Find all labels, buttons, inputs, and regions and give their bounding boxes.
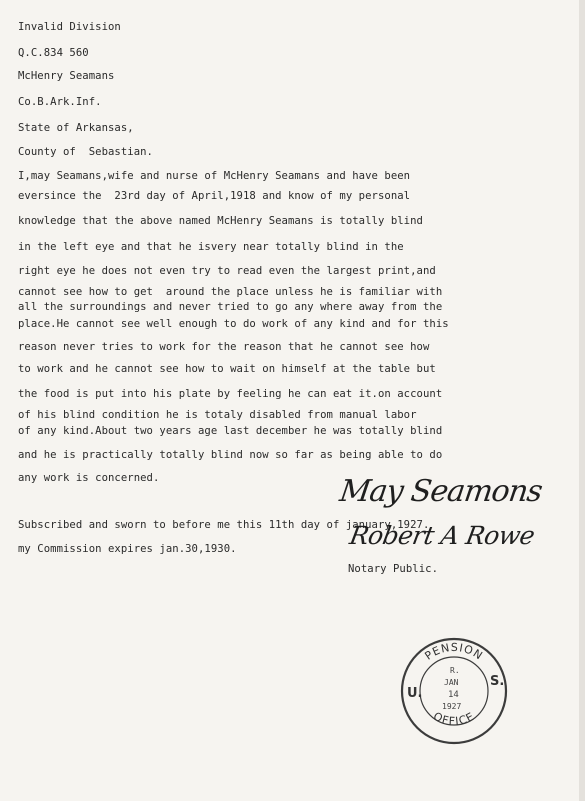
stamp-day: 14 xyxy=(448,690,459,700)
affidavit-line: in the left eye and that he isvery near totally blind in the xyxy=(18,241,404,253)
svg-text:OFFICE xyxy=(431,710,477,728)
stamp-month: JAN xyxy=(444,678,459,687)
notary-signature: Robert A Rowe xyxy=(347,521,537,550)
affidavit-line: reason never tries to work for the reason that he cannot see how xyxy=(18,341,430,353)
affidavit-line: any work is concerned. xyxy=(18,472,160,484)
venue-state: State of Arkansas, xyxy=(18,122,134,134)
pension-office-stamp xyxy=(398,635,510,747)
affidavit-line: all the surroundings and never tried to go any where away from the xyxy=(18,301,443,313)
affidavit-line: right eye he does not even try to read even the largest print,and xyxy=(18,265,436,277)
stamp-mark: R. xyxy=(450,666,460,675)
affiant-signature: May Seamons xyxy=(337,474,544,509)
notary-title: Notary Public. xyxy=(348,563,438,575)
claimant-name: McHenry Seamans xyxy=(18,70,115,82)
claim-number: Q.C.834 560 xyxy=(18,47,89,59)
military-unit: Co.B.Ark.Inf. xyxy=(18,96,102,108)
jurat-subscribed: Subscribed and sworn to before me this 11th day of january,1927. xyxy=(18,519,430,531)
stamp-left-text: U. xyxy=(407,686,423,701)
division-heading: Invalid Division xyxy=(18,21,121,33)
affidavit-line: eversince the 23rd day of April,1918 and know of my personal xyxy=(18,190,411,202)
affidavit-line: cannot see how to get around the place unless he is familiar with xyxy=(18,286,443,298)
stamp-right-text: S. xyxy=(490,674,505,689)
affidavit-line: I,may Seamans,wife and nurse of McHenry Seamans and have been xyxy=(18,170,411,182)
affidavit-line: of any kind.About two years age last december he was totally blind xyxy=(18,425,443,437)
affidavit-line: place.He cannot see well enough to do work of any kind and for this xyxy=(18,318,449,330)
stamp-year: 1927 xyxy=(442,702,462,711)
affidavit-line: the food is put into his plate by feeling he can eat it.on account xyxy=(18,388,443,400)
page-edge xyxy=(579,0,585,801)
stamp-bottom-text: OFFICE xyxy=(431,709,477,728)
affidavit-line: and he is practically totally blind now so far as being able to do xyxy=(18,449,443,461)
notary-commission: my Commission expires jan.30,1930. xyxy=(18,543,237,555)
venue-county: County of Sebastian. xyxy=(18,146,153,158)
affidavit-line: to work and he cannot see how to wait on himself at the table but xyxy=(18,363,436,375)
affidavit-line: knowledge that the above named McHenry Seamans is totally blind xyxy=(18,215,423,227)
stamp-top-text: PENSION xyxy=(422,640,486,663)
affidavit-line: of his blind condition he is totaly disabled from manual labor xyxy=(18,409,417,421)
